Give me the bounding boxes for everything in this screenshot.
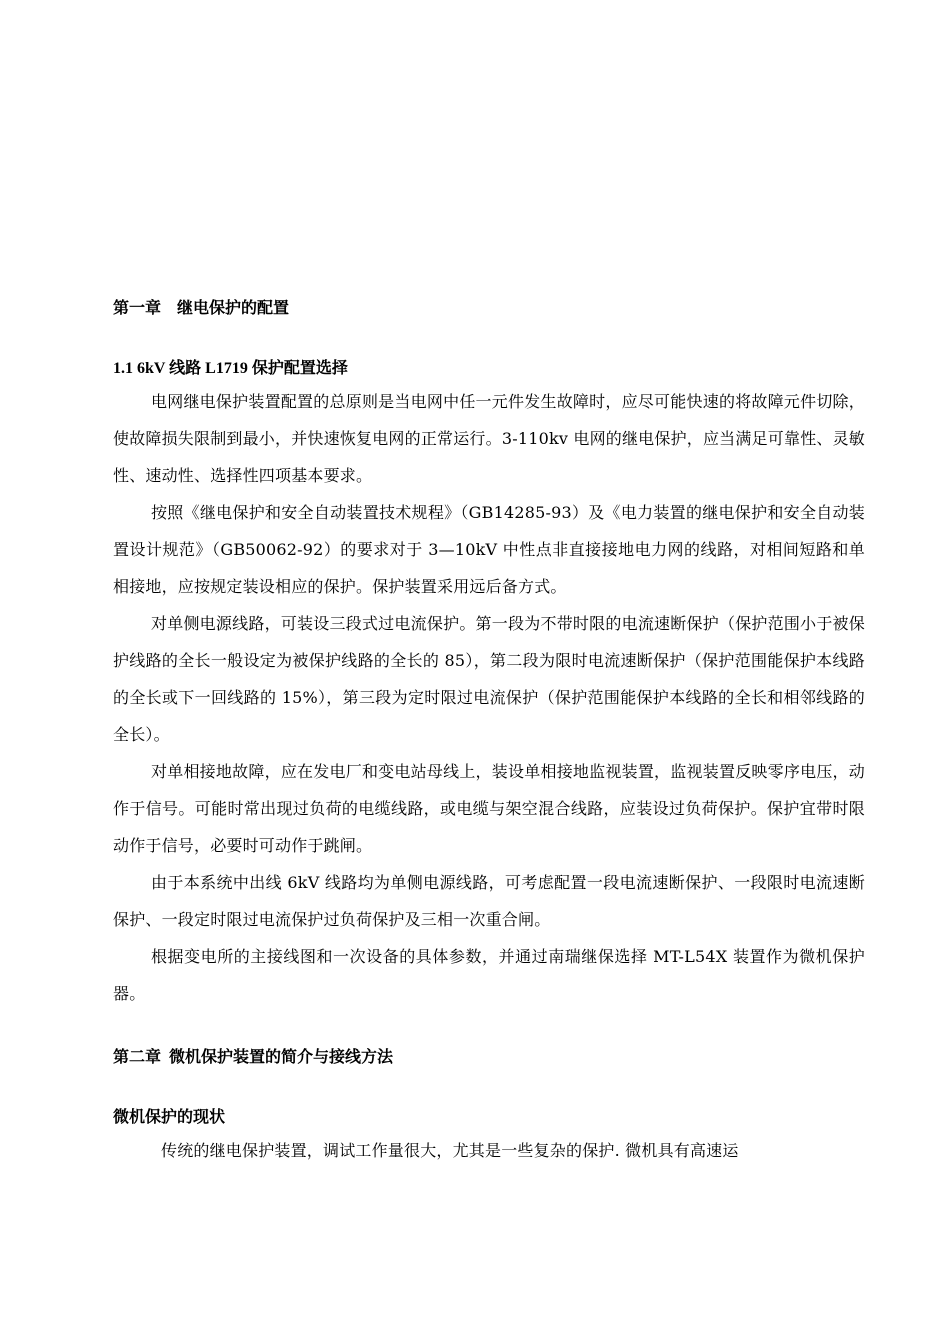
paragraph: 由于本系统中出线 6kV 线路均为单侧电源线路，可考虑配置一段电流速断保护、一段限时电流速断保护、一段定时限过电流保护过负荷保护及三相一次重合闸。 bbox=[113, 873, 865, 929]
paragraph: 传统的继电保护装置，调试工作量很大，尤其是一些复杂的保护. 微机具有高速运 bbox=[161, 1141, 739, 1160]
chapter-1-title: 第一章 继电保护的配置 bbox=[113, 300, 290, 317]
paragraph: 按照《继电保护和安全自动装置技术规程》（GB14285-93）及《电力装置的继电保护和安全自动装置设计规范》（GB50062-92）的要求对于 3—10kV 中性点非直接接地电力网的线路，对相间短路和单相接地，应按规定装设相应的保护。保护装置采用远后备方式。 bbox=[113, 503, 865, 596]
paragraph: 对单侧电源线路，可装设三段式过电流保护。第一段为不带时限的电流速断保护（保护范围小于被保护线路的全长一般设定为被保护线路的全长的 85），第二段为限时电流速断保护（保护范围能保护本线路的全长或下一回线路的 15%），第三段为定时限过电流保护（保护范围能保护本线路的全长和相邻线路的全长）。 bbox=[113, 614, 865, 744]
paragraph: 电网继电保护装置配置的总原则是当电网中任一元件发生故障时，应尽可能快速的将故障元件切除，使故障损失限制到最小，并快速恢复电网的正常运行。3-110kv 电网的继电保护，应当满足可靠性、灵敏性、速动性、选择性四项基本要求。 bbox=[113, 392, 865, 485]
section-1-1-title: 1.1 6kV 线路 L1719 保护配置选择 bbox=[113, 360, 348, 377]
paragraph: 根据变电所的主接线图和一次设备的具体参数，并通过南瑞继保选择 MT-L54X 装置作为微机保护器。 bbox=[113, 947, 865, 1003]
section-microcomputer-protection-status: 微机保护的现状 bbox=[113, 1109, 226, 1126]
chapter-2-title: 第二章 微机保护装置的简介与接线方法 bbox=[113, 1049, 394, 1066]
document-body bbox=[113, 295, 865, 1169]
paragraph: 对单相接地故障，应在发电厂和变电站母线上，装设单相接地监视装置，监视装置反映零序电压，动作于信号。可能时常出现过负荷的电缆线路，或电缆与架空混合线路，应装设过负荷保护。保护宜带时限动作于信号，必要时可动作于跳闸。 bbox=[113, 762, 865, 855]
